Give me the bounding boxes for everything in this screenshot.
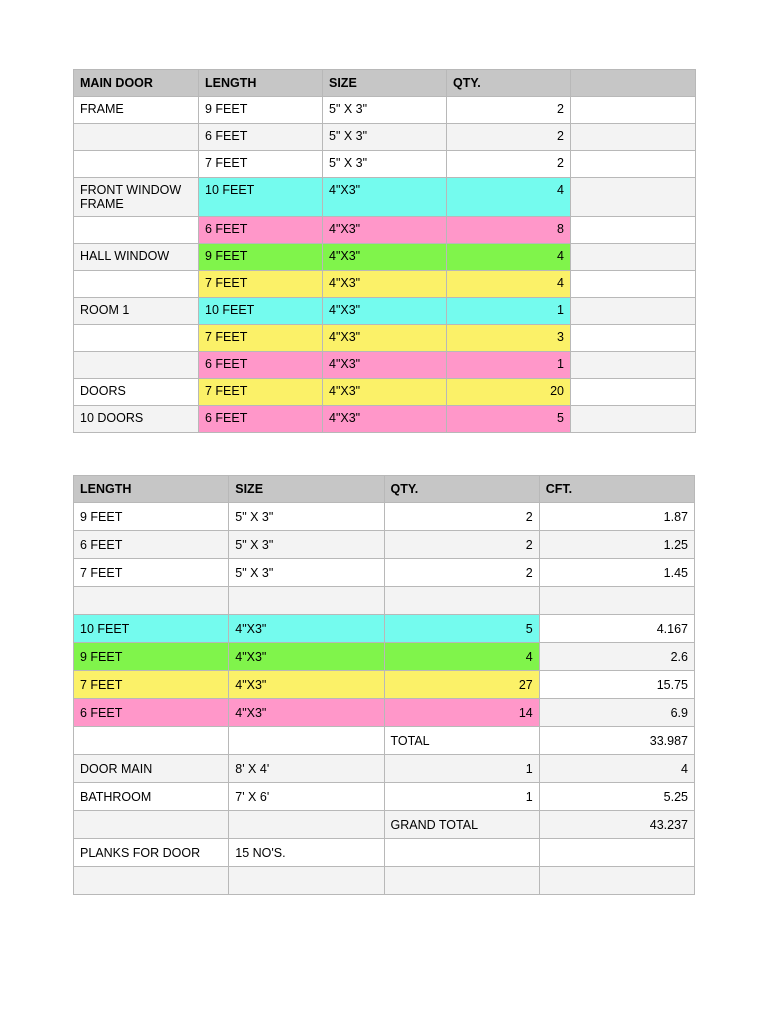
cell-cft: 15.75 (539, 671, 694, 699)
cell-length: PLANKS FOR DOOR (74, 839, 229, 867)
table-row (74, 503, 695, 531)
material-table-by-location (73, 69, 696, 433)
cell-qty: 20 (447, 379, 571, 406)
cell-qty: 5 (447, 406, 571, 433)
cell-item: FRAME (74, 97, 199, 124)
cell-size: 5" X 3" (229, 531, 384, 559)
grand-total-label: GRAND TOTAL (384, 811, 539, 839)
table-row (74, 643, 695, 671)
cell-length: 9 FEET (74, 503, 229, 531)
table-row (74, 783, 695, 811)
table-row (74, 178, 696, 217)
cell-cft: 4.167 (539, 615, 694, 643)
cell-size: 5" X 3" (229, 559, 384, 587)
cell-item: 10 DOORS (74, 406, 199, 433)
cell-item (74, 352, 199, 379)
cell-size: 4"X3" (323, 271, 447, 298)
cell-cft (539, 867, 694, 895)
table-row (74, 699, 695, 727)
cell-extra (571, 124, 696, 151)
cell-size: 5" X 3" (323, 97, 447, 124)
header-size: SIZE (323, 70, 447, 97)
cell-qty (384, 867, 539, 895)
cell-item (74, 325, 199, 352)
cell-item: HALL WINDOW (74, 244, 199, 271)
cell-size (229, 811, 384, 839)
table-row (74, 124, 696, 151)
cell-qty: 1 (447, 298, 571, 325)
cell-size: 7' X 6' (229, 783, 384, 811)
cell-qty: 1 (384, 755, 539, 783)
cell-cft: 6.9 (539, 699, 694, 727)
cell-length (74, 587, 229, 615)
cell-cft: 5.25 (539, 783, 694, 811)
cell-length: 6 FEET (199, 352, 323, 379)
table-header-row (74, 476, 695, 503)
cell-cft: 2.6 (539, 643, 694, 671)
cell-size: 4"X3" (229, 671, 384, 699)
table-row (74, 325, 696, 352)
cell-extra (571, 298, 696, 325)
cell-length: 7 FEET (74, 559, 229, 587)
cell-item (74, 124, 199, 151)
cell-length: BATHROOM (74, 783, 229, 811)
header-size: SIZE (229, 476, 384, 503)
cell-extra (571, 352, 696, 379)
cft-summary-table (73, 475, 695, 895)
cell-size: 5" X 3" (229, 503, 384, 531)
cell-cft (539, 839, 694, 867)
table-row (74, 839, 695, 867)
cell-qty: 3 (447, 325, 571, 352)
table-row (74, 615, 695, 643)
cell-qty: 2 (447, 124, 571, 151)
cell-size: 4"X3" (229, 699, 384, 727)
cell-qty (384, 839, 539, 867)
table-row (74, 406, 696, 433)
header-blank (571, 70, 696, 97)
cell-qty (384, 587, 539, 615)
cell-item: DOORS (74, 379, 199, 406)
cell-qty: 14 (384, 699, 539, 727)
table-row (74, 559, 695, 587)
cell-size (229, 727, 384, 755)
cell-item: ROOM 1 (74, 298, 199, 325)
cell-size: 4"X3" (323, 325, 447, 352)
table-row (74, 379, 696, 406)
cell-extra (571, 97, 696, 124)
cell-qty: 1 (447, 352, 571, 379)
cell-length (74, 727, 229, 755)
cell-item (74, 271, 199, 298)
table-row (74, 531, 695, 559)
cell-length: 6 FEET (199, 124, 323, 151)
cell-qty: 2 (384, 531, 539, 559)
cell-length (74, 867, 229, 895)
cell-length: 9 FEET (74, 643, 229, 671)
cell-length: 10 FEET (199, 178, 323, 217)
header-main-door: MAIN DOOR (74, 70, 199, 97)
total-label: TOTAL (384, 727, 539, 755)
cell-size: 8' X 4' (229, 755, 384, 783)
table-row (74, 352, 696, 379)
cell-size: 15 NO'S. (229, 839, 384, 867)
table-row (74, 244, 696, 271)
table-row (74, 97, 696, 124)
cell-extra (571, 151, 696, 178)
cell-cft: 1.87 (539, 503, 694, 531)
cell-qty: 27 (384, 671, 539, 699)
table-row (74, 151, 696, 178)
cell-size: 4"X3" (229, 643, 384, 671)
cell-qty: 8 (447, 217, 571, 244)
cell-item: FRONT WINDOW FRAME (74, 178, 199, 217)
table-row (74, 298, 696, 325)
table-row (74, 271, 696, 298)
cell-qty: 2 (384, 559, 539, 587)
cell-item (74, 151, 199, 178)
cell-size: 4"X3" (323, 298, 447, 325)
cell-length: 7 FEET (74, 671, 229, 699)
cell-length: 7 FEET (199, 325, 323, 352)
cell-length: 7 FEET (199, 151, 323, 178)
cell-qty: 2 (447, 151, 571, 178)
cell-size (229, 867, 384, 895)
cell-extra (571, 244, 696, 271)
cell-qty: 2 (447, 97, 571, 124)
cell-extra (571, 271, 696, 298)
total-value: 33.987 (539, 727, 694, 755)
cell-extra (571, 178, 696, 217)
grand-total-row (74, 811, 695, 839)
cell-qty: 4 (447, 178, 571, 217)
cell-size: 4"X3" (323, 352, 447, 379)
cell-extra (571, 379, 696, 406)
cell-length: 6 FEET (199, 217, 323, 244)
cell-qty: 5 (384, 615, 539, 643)
table-row (74, 755, 695, 783)
table-row (74, 867, 695, 895)
cell-cft: 1.25 (539, 531, 694, 559)
cell-cft: 1.45 (539, 559, 694, 587)
header-qty: QTY. (384, 476, 539, 503)
cell-size: 4"X3" (323, 379, 447, 406)
header-length: LENGTH (74, 476, 229, 503)
cell-length: 9 FEET (199, 244, 323, 271)
cell-length: 7 FEET (199, 271, 323, 298)
cell-length: 6 FEET (74, 531, 229, 559)
cell-length: 6 FEET (74, 699, 229, 727)
cell-qty: 2 (384, 503, 539, 531)
cell-extra (571, 325, 696, 352)
cell-length (74, 811, 229, 839)
cell-length: 9 FEET (199, 97, 323, 124)
total-row (74, 727, 695, 755)
cell-cft: 4 (539, 755, 694, 783)
header-qty: QTY. (447, 70, 571, 97)
cell-size: 4"X3" (229, 615, 384, 643)
cell-length: 6 FEET (199, 406, 323, 433)
cell-length: 10 FEET (199, 298, 323, 325)
cell-size: 4"X3" (323, 406, 447, 433)
header-cft: CFT. (539, 476, 694, 503)
cell-extra (571, 217, 696, 244)
table-row (74, 671, 695, 699)
cell-size: 5" X 3" (323, 124, 447, 151)
cell-size: 4"X3" (323, 244, 447, 271)
grand-total-value: 43.237 (539, 811, 694, 839)
header-length: LENGTH (199, 70, 323, 97)
cell-length: DOOR MAIN (74, 755, 229, 783)
cell-length: 10 FEET (74, 615, 229, 643)
cell-size: 4"X3" (323, 217, 447, 244)
table-row (74, 587, 695, 615)
cell-size (229, 587, 384, 615)
table-row (74, 217, 696, 244)
cell-qty: 4 (447, 244, 571, 271)
cell-length: 7 FEET (199, 379, 323, 406)
table-header-row (74, 70, 696, 97)
cell-qty: 1 (384, 783, 539, 811)
cell-size: 4"X3" (323, 178, 447, 217)
cell-extra (571, 406, 696, 433)
cell-cft (539, 587, 694, 615)
cell-size: 5" X 3" (323, 151, 447, 178)
cell-item (74, 217, 199, 244)
cell-qty: 4 (384, 643, 539, 671)
cell-qty: 4 (447, 271, 571, 298)
